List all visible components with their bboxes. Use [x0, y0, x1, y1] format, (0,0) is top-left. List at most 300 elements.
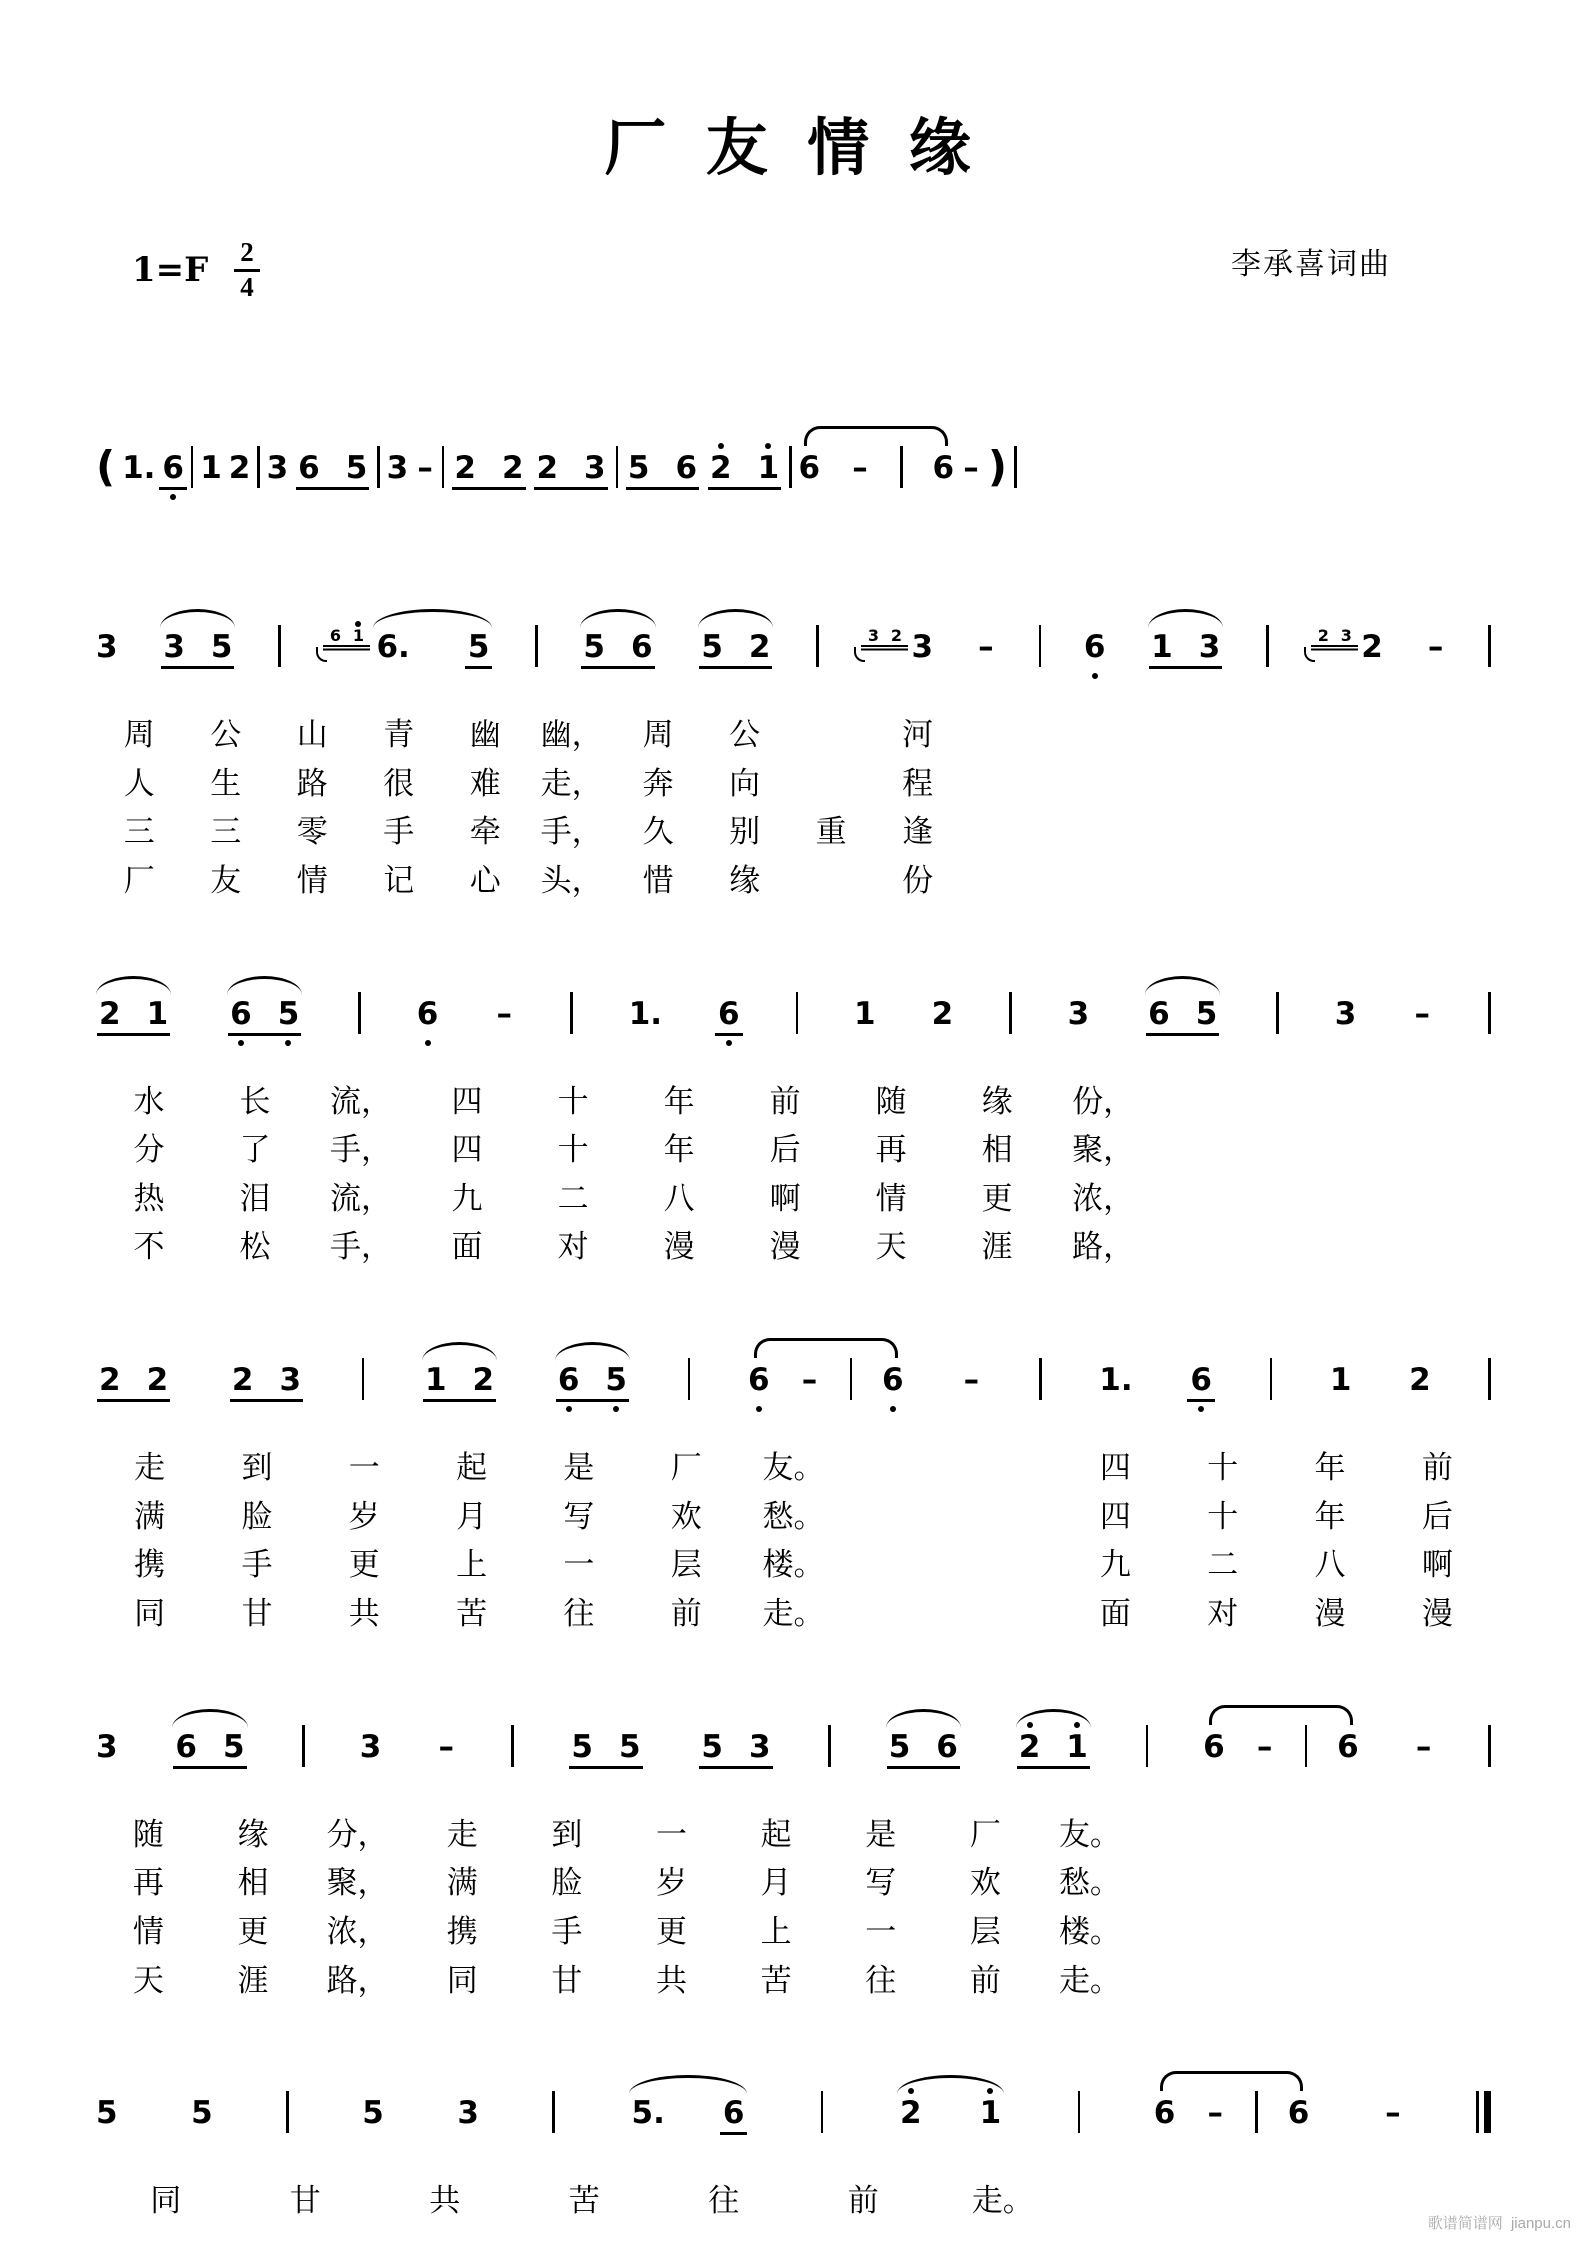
lyric-syllable: 聚，	[326, 1865, 389, 1901]
underline	[745, 1399, 773, 1402]
lyric-syllable: 前	[969, 1962, 1001, 1998]
lyric-syllable: 缘	[729, 862, 761, 898]
duration-dash	[494, 987, 514, 1048]
lyric-syllable: 写	[563, 1498, 595, 1534]
lyric-syllable: 相	[981, 1132, 1013, 1168]
lyric-syllable: 缘	[981, 1083, 1013, 1119]
note-number: 1	[757, 450, 780, 486]
note	[628, 441, 650, 502]
note	[632, 2086, 665, 2147]
lyric-syllable: 往	[563, 1596, 595, 1632]
note-number: 5	[701, 1728, 723, 1765]
beam-line	[423, 1399, 496, 1402]
barline	[1255, 2091, 1258, 2133]
duration-dash	[1426, 620, 1446, 681]
lyric-syllable: 年	[663, 1132, 695, 1168]
lyric-syllable: 手	[383, 814, 415, 850]
octave-dot-above	[592, 443, 598, 449]
lyric-syllable: 别	[729, 814, 761, 850]
dash-glyph: –	[801, 1362, 818, 1399]
music-line-intro	[96, 441, 1017, 502]
lyric-syllable: 山	[296, 717, 328, 752]
duration-dash	[961, 1353, 981, 1414]
composer-credit: 李承喜词曲	[1231, 248, 1391, 281]
underline	[384, 487, 412, 490]
octave-dot-below	[1159, 673, 1165, 679]
note-number: 1	[979, 2095, 1002, 2132]
underline	[1200, 1766, 1228, 1769]
lyric-syllable	[954, 1596, 1061, 1632]
octave-dot-above	[757, 1722, 763, 1728]
octave-dot-above	[199, 2088, 205, 2094]
octave-dot-below	[171, 673, 177, 679]
lyric-syllable	[954, 1547, 1061, 1583]
octave-dot-below	[306, 494, 312, 500]
octave-dot-below	[757, 1773, 763, 1779]
note	[175, 1720, 197, 1781]
lyric-syllable: 八	[1314, 1547, 1346, 1583]
beam-line	[626, 487, 699, 490]
lyric-syllable: 八	[663, 1180, 695, 1216]
spacer-dot	[968, 1406, 974, 1412]
lyric-syllable: 公	[210, 717, 242, 752]
note	[584, 441, 606, 502]
note	[1199, 620, 1221, 681]
underline	[93, 2132, 121, 2135]
barline	[1039, 625, 1042, 667]
underline	[1334, 1766, 1362, 1769]
lyric-syllable: 厂	[670, 1450, 702, 1486]
barline	[286, 2091, 289, 2133]
duration-dash	[1412, 987, 1432, 1048]
lyric-syllable: 再	[132, 1865, 164, 1901]
note-number: 1	[146, 995, 169, 1032]
octave-dot-below	[219, 673, 225, 679]
lyric-syllable: 浓，	[326, 1913, 389, 1949]
underline	[1081, 666, 1109, 669]
underline	[879, 1399, 907, 1402]
lyric-syllable: 份	[902, 862, 934, 898]
duration-dash	[800, 1353, 820, 1414]
note	[147, 987, 169, 1048]
lyric-syllable: 满	[446, 1865, 478, 1901]
note	[558, 1353, 580, 1414]
lyric-syllable	[788, 717, 874, 753]
lyric-syllable: 厂	[123, 862, 155, 898]
octave-dot-below	[639, 673, 645, 679]
spacer-line	[973, 666, 999, 669]
lyric-syllable: 年	[1314, 1498, 1346, 1534]
octave-dot-below	[370, 2139, 376, 2145]
note-number: 5	[210, 629, 233, 665]
octave-dot-below	[940, 494, 946, 500]
octave-dot-above	[1417, 1355, 1423, 1361]
spacer-line	[1411, 1766, 1437, 1769]
lyric-syllable: 苦	[456, 1596, 488, 1632]
beam-line	[556, 1399, 629, 1402]
lyric-syllable: 向	[729, 765, 761, 801]
watermark-url: jianpu.cn	[1510, 2215, 1571, 2232]
octave-dot-below	[287, 1406, 293, 1412]
note	[278, 987, 300, 1048]
lyric-row	[96, 814, 961, 850]
duration-dash	[1255, 1720, 1275, 1781]
octave-dot-below	[939, 1040, 945, 1046]
barline	[570, 992, 573, 1034]
note-number: 5	[605, 1362, 627, 1399]
note-number: 5	[277, 995, 300, 1032]
note	[676, 441, 698, 502]
grace-note-cluster	[1311, 620, 1383, 681]
note-number: 6	[298, 450, 320, 486]
note	[798, 441, 820, 502]
lyric-syllable	[954, 1499, 1061, 1535]
note	[425, 1353, 447, 1414]
lyric-syllable: 十	[557, 1132, 589, 1168]
note	[980, 2086, 1002, 2147]
lyric-row	[96, 1084, 1156, 1120]
note-number: 1.	[628, 995, 663, 1032]
barline	[191, 446, 194, 488]
lyric-syllable: 走，	[540, 765, 603, 801]
lyric-syllable: 厂	[969, 1816, 1001, 1852]
duration-dash	[1205, 2086, 1225, 2147]
lyric-syllable: 往	[865, 1962, 897, 1998]
lyric-syllable: 一	[865, 1913, 897, 1949]
music-line-4	[96, 1353, 1491, 1414]
lyric-syllable: 愁。	[762, 1498, 825, 1534]
underline	[454, 2132, 482, 2135]
octave-dot-below	[154, 1406, 160, 1412]
underline	[357, 1766, 385, 1769]
lyric-syllable: 漫	[1314, 1596, 1346, 1632]
barline	[1276, 992, 1279, 1034]
lyric-syllable: 分，	[326, 1816, 389, 1852]
lyric-syllable: 岁	[348, 1498, 380, 1534]
barline	[1270, 1358, 1273, 1400]
lyric-syllable: 月	[456, 1498, 488, 1534]
spacer-line	[412, 487, 438, 490]
note-number: 5	[627, 450, 650, 486]
note-number: 2	[472, 1362, 495, 1399]
lyric-row	[96, 1865, 1142, 1901]
note	[279, 1353, 301, 1414]
slur-arc	[555, 1342, 630, 1361]
octave-dot-below	[136, 494, 142, 500]
underline	[1151, 2132, 1179, 2135]
lyric-syllable: 公	[729, 717, 761, 752]
lyric-syllable: 手，	[330, 1229, 393, 1265]
lyric-syllable: 后	[1421, 1498, 1453, 1534]
slur-arc	[227, 976, 302, 995]
lyric-syllable: 生	[210, 765, 242, 801]
spacer-dot	[968, 1355, 974, 1361]
dash-glyph: –	[1414, 995, 1431, 1032]
octave-dot-above	[1369, 622, 1375, 628]
note	[1330, 1353, 1352, 1414]
note-number: 6.	[376, 629, 410, 665]
lyric-syllable: 份，	[1072, 1083, 1135, 1119]
lyric-syllable: 同	[150, 2183, 182, 2219]
octave-dot-above	[709, 1722, 715, 1728]
lyric-row	[96, 1132, 1156, 1168]
lyric-syllable: 苦	[760, 1962, 792, 1998]
slur-arc	[698, 609, 773, 628]
octave-dot-above	[462, 443, 468, 449]
lyric-row	[96, 1547, 1491, 1583]
lyric-syllable: 漫	[1421, 1596, 1453, 1632]
slurred-note-group	[96, 987, 171, 1048]
octave-dot-above	[306, 443, 312, 449]
lyric-syllable: 四	[1099, 1450, 1131, 1486]
slurred-note-group	[227, 987, 302, 1048]
barline	[358, 992, 361, 1034]
meta-row	[96, 239, 1491, 301]
lyric-syllable: 是	[865, 1816, 897, 1852]
lyric-syllable: 对	[1207, 1596, 1239, 1632]
note	[96, 620, 118, 681]
grace-beam-line	[861, 645, 908, 647]
note-number: 5	[345, 450, 368, 486]
note-number: 3	[748, 1728, 771, 1765]
beamed-note-group	[96, 1353, 171, 1414]
note	[162, 441, 184, 502]
lyric-syllable: 前	[769, 1083, 801, 1119]
octave-dot-above	[1198, 1355, 1204, 1361]
beam-line	[97, 1033, 170, 1036]
beam-line	[452, 487, 525, 490]
open-parenthesis: (	[96, 442, 116, 491]
note-number: 2	[900, 2095, 922, 2132]
lyric-syllable: 携	[446, 1913, 478, 1949]
octave-dot-below	[1113, 1406, 1119, 1412]
lyric-syllable: 水	[133, 1083, 165, 1119]
octave-dot-below	[645, 2139, 651, 2145]
barline	[688, 1358, 691, 1400]
octave-dot-above	[353, 443, 359, 449]
note-number: 3	[386, 450, 409, 486]
octave-dot-below	[731, 2139, 737, 2145]
barline	[511, 1725, 514, 1767]
note-number: 1	[1066, 1728, 1088, 1765]
lyric-syllable: 再	[875, 1132, 907, 1168]
tied-notes-group	[1154, 2086, 1310, 2147]
spacer-line	[491, 1033, 517, 1036]
underline	[93, 666, 121, 669]
lyric-syllable: 情	[875, 1180, 907, 1216]
note	[1099, 1353, 1132, 1414]
underline	[720, 2132, 748, 2135]
octave-dot-above	[1113, 1355, 1119, 1361]
note-number: 6	[932, 450, 955, 486]
lyric-syllable: 一	[563, 1547, 595, 1583]
octave-dot-below	[765, 494, 771, 500]
beam-line	[569, 1766, 642, 1769]
note	[749, 1720, 771, 1781]
note	[571, 1720, 593, 1781]
octave-dot-below	[1343, 648, 1349, 654]
octave-dot-below	[1092, 673, 1098, 679]
dash-glyph: –	[963, 1362, 980, 1399]
note	[200, 441, 222, 502]
lyric-syllable: 天	[875, 1229, 907, 1265]
note-number: 6	[175, 1728, 197, 1765]
key-tonic: 1=F	[132, 250, 209, 290]
lyric-syllable: 前	[1421, 1450, 1453, 1486]
barline	[1014, 446, 1017, 488]
lyric-syllable: 四	[451, 1083, 483, 1119]
lyric-syllable: 河	[902, 717, 934, 752]
note	[900, 2086, 922, 2147]
octave-dot-below	[870, 648, 876, 654]
beam-line	[699, 666, 772, 669]
slurred-note-group	[580, 620, 655, 681]
octave-dot-above	[1343, 989, 1349, 995]
barline	[1078, 2091, 1081, 2133]
lyric-syllable: 难	[469, 765, 501, 801]
lyric-syllable: 涯	[237, 1962, 269, 1998]
lyric-syllable: 年	[1314, 1450, 1346, 1486]
note-number: 1	[854, 995, 876, 1032]
lyric-syllable: 四	[451, 1132, 483, 1168]
note-number: 6	[1287, 2095, 1310, 2132]
slurred-note-group	[373, 620, 492, 681]
slur-arc	[897, 2075, 1004, 2094]
note	[605, 1353, 627, 1414]
octave-dot-above	[240, 1355, 246, 1361]
note	[1337, 1720, 1359, 1781]
underline	[1332, 1033, 1360, 1036]
grace-beam-line	[1311, 645, 1358, 647]
note-number: 6	[1153, 2095, 1176, 2132]
beamed-note-group	[229, 1353, 304, 1414]
octave-dot-below	[1074, 1773, 1080, 1779]
grace-slur-hook	[854, 647, 865, 662]
lyric-syllable: 情	[132, 1913, 164, 1949]
spacer-dot	[1390, 2139, 1396, 2145]
note	[889, 1720, 911, 1781]
octave-dot-below	[683, 494, 689, 500]
octave-dot-below	[240, 1406, 246, 1412]
lyric-syllable: 泪	[239, 1180, 271, 1216]
note	[933, 441, 955, 502]
octave-dot-below	[465, 2139, 471, 2145]
lyric-syllable: 欢	[670, 1498, 702, 1534]
note	[267, 441, 289, 502]
octave-dot-below	[1162, 2139, 1168, 2145]
barline	[816, 625, 819, 667]
final-barline-thin	[1476, 2091, 1479, 2133]
slurred-note-group	[698, 620, 773, 681]
note-number: 3	[1340, 626, 1352, 645]
beamed-note-group	[295, 441, 370, 502]
meter-numerator: 2	[234, 239, 260, 272]
lyric-syllable: 程	[902, 765, 934, 801]
underline	[626, 1033, 665, 1036]
spacer-dot	[422, 443, 428, 449]
beam-line	[581, 666, 654, 669]
note-number: 2	[748, 629, 771, 665]
beam-line	[173, 1766, 246, 1769]
note	[701, 1720, 723, 1781]
beam-line	[887, 1766, 960, 1769]
underline	[629, 2132, 668, 2135]
note	[99, 1353, 121, 1414]
note	[298, 441, 320, 502]
note-number: 5	[888, 1728, 911, 1765]
note-number: 3	[279, 1362, 302, 1399]
note-number: 3	[1067, 995, 1090, 1032]
underline	[465, 666, 493, 669]
note	[229, 441, 251, 502]
note	[387, 441, 409, 502]
octave-dot-above	[104, 2088, 110, 2094]
lyric-syllable: 走	[134, 1450, 166, 1486]
slurred-note-group	[886, 1720, 961, 1781]
slur-arc	[1145, 976, 1220, 995]
lyric-syllable: 前	[847, 2183, 879, 2219]
lyric-syllable: 周	[123, 717, 155, 752]
octave-dot-above	[642, 989, 648, 995]
dash-glyph: –	[852, 450, 868, 486]
note	[629, 987, 662, 1048]
lyric-syllable: 层	[969, 1913, 1001, 1949]
note	[749, 620, 771, 681]
lyric-syllable: 青	[383, 717, 415, 752]
octave-dot-below	[1075, 1040, 1081, 1046]
spacer-line	[847, 487, 873, 490]
underline	[188, 2132, 216, 2135]
octave-dot-above	[1075, 989, 1081, 995]
octave-dot-below	[104, 1773, 110, 1779]
duration-dash	[1414, 1720, 1434, 1781]
lyric-row	[96, 1817, 1142, 1853]
lyric-syllable: 手	[241, 1547, 273, 1583]
lyric-syllable: 面	[1099, 1596, 1131, 1632]
note	[723, 2086, 745, 2147]
watermark	[1428, 2212, 1571, 2233]
octave-dot-above	[718, 443, 724, 449]
note	[230, 987, 252, 1048]
note	[96, 2086, 118, 2147]
slurred-note-group	[897, 2086, 1004, 2147]
octave-dot-below	[425, 1040, 431, 1046]
octave-dot-below	[355, 648, 361, 654]
octave-dot-below	[238, 1040, 244, 1046]
spacer-dot	[1212, 2139, 1218, 2145]
slur-arc	[96, 976, 171, 995]
octave-dot-below	[893, 648, 899, 654]
slurred-note-group	[1148, 620, 1223, 681]
note-number: 6	[162, 450, 184, 486]
underline	[795, 487, 823, 490]
lyric-syllable: 十	[1207, 1498, 1239, 1534]
dash-glyph: –	[1415, 1728, 1432, 1765]
octave-dot-below	[890, 1406, 896, 1412]
key-signature	[132, 239, 260, 301]
underline	[1406, 1399, 1434, 1402]
spacer-dot	[983, 673, 989, 679]
dash-glyph: –	[963, 450, 979, 486]
lyric-syllable: 手	[551, 1913, 583, 1949]
note	[1335, 987, 1357, 1048]
lyric-syllable: 岁	[655, 1865, 687, 1901]
octave-dot-above	[627, 1722, 633, 1728]
lyric-syllable: 幽	[469, 717, 501, 752]
octave-dot-below	[592, 494, 598, 500]
note-number: 6	[631, 629, 653, 665]
octave-dot-below	[1211, 1773, 1217, 1779]
